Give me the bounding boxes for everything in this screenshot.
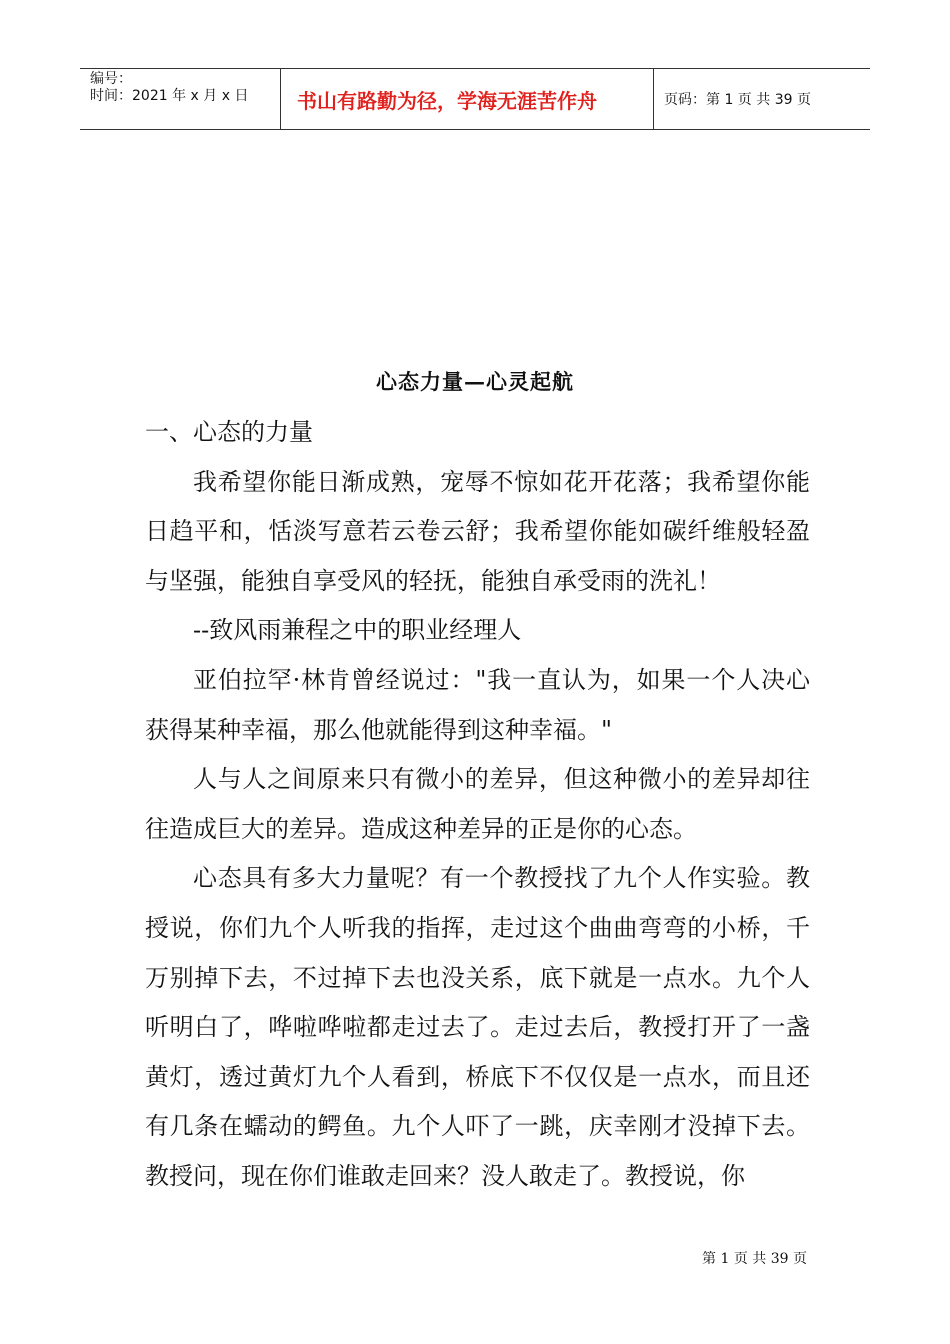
header-page-cell: [654, 69, 870, 129]
body-paragraph: 心态具有多大力量呢？有一个教授找了九个人作实验。教授说，你们九个人听我的指挥，走过这个曲曲弯弯的小桥，千万别掉下去，不过掉下去也没关系，底下就是一点水。九个人听明白了，哗啦哗啦都走过去了。走过去后，教授打开了一盏黄灯，透过黄灯九个人看到，桥底下不仅仅是一点水，而且还有几条在蠕动的鳄鱼。九个人吓了一跳，庆幸刚才没掉下去。教授问，现在你们谁敢走回来？没人敢走了。教授说，你: [145, 864, 810, 1190]
document-date: 时间：2021 年 x 月 x 日: [90, 88, 249, 104]
body-paragraph: 人与人之间原来只有微小的差异，但这种微小的差异却往往造成巨大的差异。造成这种差异的正是你的心态。: [145, 765, 810, 843]
page-header: [80, 68, 870, 130]
section-heading: 一、心态的力量: [145, 418, 313, 446]
body-paragraph: 我希望你能日渐成熟，宠辱不惊如花开花落；我希望你能日趋平和，恬淡写意若云卷云舒；我希望你能如碳纤维般轻盈与坚强，能独自享受风的轻抚，能独自承受雨的洗礼！: [145, 467, 810, 595]
document-number-label: 编号：: [90, 71, 132, 87]
page-footer: 第 1 页 共 39 页: [702, 1251, 807, 1267]
body-paragraph: --致风雨兼程之中的职业经理人: [193, 616, 522, 645]
header-page-info: 页码：第 1 页 共 39 页: [664, 92, 811, 108]
header-motto-cell: [281, 69, 654, 129]
header-meta-cell: [80, 69, 281, 129]
header-motto: 书山有路勤为径，学海无涯苦作舟: [297, 88, 597, 113]
body-paragraph: 亚伯拉罕·林肯曾经说过："我一直认为，如果一个人决心获得某种幸福，那么他就能得到这种幸福。": [145, 665, 810, 744]
document-body: [145, 408, 810, 1202]
document-title: 心态力量—心灵起航: [376, 369, 574, 394]
